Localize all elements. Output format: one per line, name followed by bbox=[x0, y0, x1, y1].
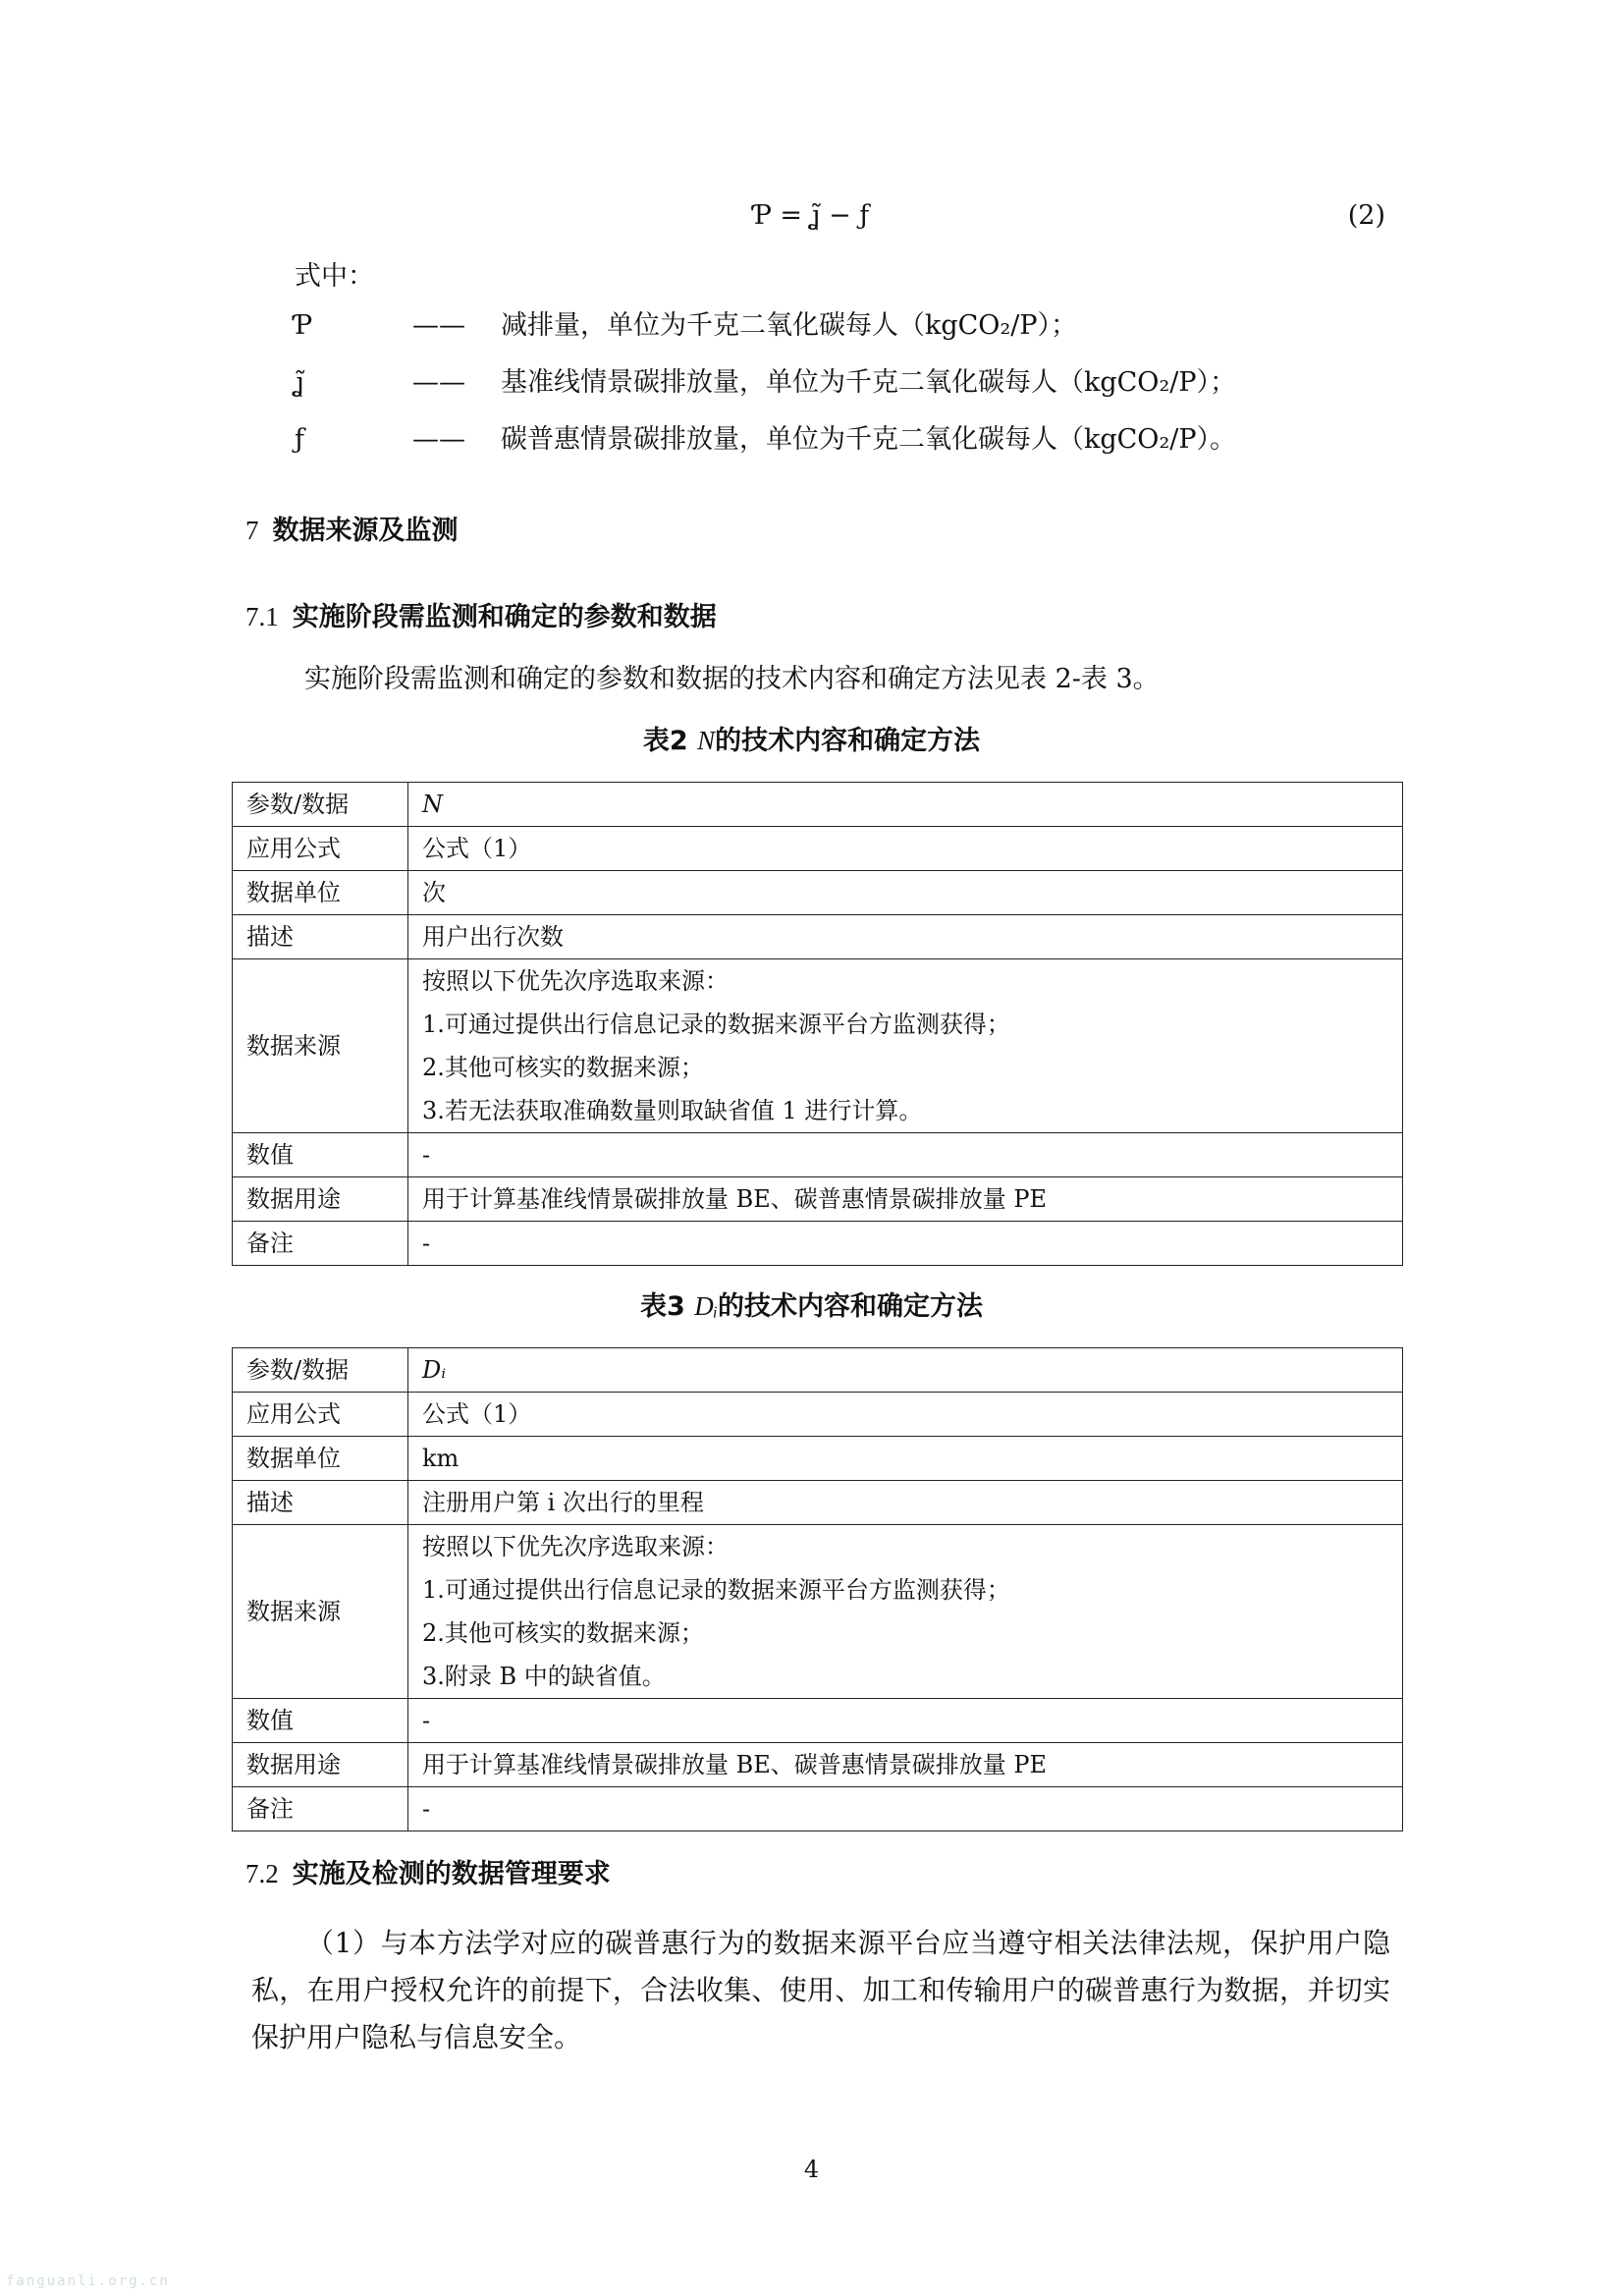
table-row bbox=[233, 915, 1403, 959]
def-text-3: 碳普惠情景碳排放量，单位为千克二氧化碳每人（kgCO₂/P）。 bbox=[501, 424, 1237, 455]
caption-suffix: 的技术内容和确定方法 bbox=[717, 1291, 983, 1322]
param-symbol: Dᵢ bbox=[422, 1356, 447, 1384]
row-key: 数据用途 bbox=[233, 1177, 408, 1222]
table-row bbox=[233, 1699, 1403, 1743]
def-symbol-2: ʝ̃ bbox=[295, 367, 304, 398]
source-line: 1.可通过提供出行信息记录的数据来源平台方监测获得； bbox=[422, 1576, 1010, 1604]
caption-variable: N bbox=[697, 726, 716, 755]
table-row bbox=[233, 1525, 1403, 1699]
table-row bbox=[233, 1481, 1403, 1525]
row-key: 数值 bbox=[233, 1699, 408, 1743]
row-value: - bbox=[408, 1787, 1403, 1831]
table-row bbox=[233, 783, 1403, 827]
caption-suffix: 的技术内容和确定方法 bbox=[715, 726, 981, 756]
def-text-1: 减排量，单位为千克二氧化碳每人（kgCO₂/P）； bbox=[501, 310, 1078, 341]
table-2 bbox=[232, 782, 1403, 1266]
row-value bbox=[408, 1348, 1403, 1393]
section-7-2-paragraph: （1）与本方法学对应的碳普惠行为的数据来源平台应当遵守相关法律法规，保护用户隐私，在用户授权允许的前提下，合法收集、使用、加工和传输用户的碳普惠行为数据，并切实保护用户隐私与信息安全。 bbox=[251, 1927, 1390, 2053]
row-value bbox=[408, 959, 1403, 1133]
row-key: 应用公式 bbox=[233, 827, 408, 871]
row-key: 应用公式 bbox=[233, 1393, 408, 1437]
where-label: 式中： bbox=[295, 261, 374, 292]
caption-prefix: 表2 bbox=[642, 726, 698, 756]
row-key: 数据来源 bbox=[233, 1525, 408, 1699]
def-symbol-1: Ƥ bbox=[295, 310, 313, 341]
row-key: 数值 bbox=[233, 1133, 408, 1177]
row-key: 描述 bbox=[233, 1481, 408, 1525]
def-dash-1: —— bbox=[412, 310, 465, 341]
table-row bbox=[233, 1222, 1403, 1266]
row-key: 参数/数据 bbox=[233, 783, 408, 827]
row-key: 数据单位 bbox=[233, 871, 408, 915]
source-line: 3.附录 B 中的缺省值。 bbox=[422, 1663, 666, 1690]
table-row bbox=[233, 1437, 1403, 1481]
table-row bbox=[233, 1348, 1403, 1393]
table-3-caption bbox=[0, 1286, 1623, 1327]
def-dash-2: —— bbox=[412, 367, 465, 398]
row-value: - bbox=[408, 1133, 1403, 1177]
source-line: 按照以下优先次序选取来源： bbox=[422, 967, 729, 995]
table-row bbox=[233, 1133, 1403, 1177]
def-text-2: 基准线情景碳排放量，单位为千克二氧化碳每人（kgCO₂/P）； bbox=[501, 367, 1237, 398]
row-key: 数据来源 bbox=[233, 959, 408, 1133]
row-value: 用于计算基准线情景碳排放量 BE、碳普惠情景碳排放量 PE bbox=[408, 1177, 1403, 1222]
section-7-2-heading bbox=[245, 1854, 611, 1894]
row-key: 数据用途 bbox=[233, 1743, 408, 1787]
equation-number: (2) bbox=[1347, 200, 1385, 231]
row-value: 次 bbox=[408, 871, 1403, 915]
section-title: 实施及检测的数据管理要求 bbox=[292, 1859, 611, 1889]
section-7-1-heading bbox=[245, 597, 717, 637]
source-line: 2.其他可核实的数据来源； bbox=[422, 1619, 704, 1647]
table-row bbox=[233, 1787, 1403, 1831]
section-number: 7 bbox=[245, 516, 259, 545]
row-key: 参数/数据 bbox=[233, 1348, 408, 1393]
table-2-caption bbox=[0, 721, 1623, 761]
formula-2: Ƥ = ʝ̃ − ƒ bbox=[753, 200, 870, 231]
source-line: 2.其他可核实的数据来源； bbox=[422, 1054, 704, 1081]
caption-prefix: 表3 bbox=[640, 1291, 695, 1322]
row-key: 备注 bbox=[233, 1222, 408, 1266]
def-dash-3: —— bbox=[412, 424, 465, 455]
watermark: fanguanli.org.cn bbox=[6, 2273, 170, 2289]
source-line: 按照以下优先次序选取来源： bbox=[422, 1533, 729, 1560]
row-value: - bbox=[408, 1699, 1403, 1743]
table-row bbox=[233, 871, 1403, 915]
table-row bbox=[233, 1393, 1403, 1437]
section-number: 7.2 bbox=[245, 1859, 279, 1888]
row-key: 备注 bbox=[233, 1787, 408, 1831]
row-value: 注册用户第 i 次出行的里程 bbox=[408, 1481, 1403, 1525]
caption-variable: Dᵢ bbox=[694, 1291, 718, 1321]
row-value bbox=[408, 783, 1403, 827]
row-value: - bbox=[408, 1222, 1403, 1266]
row-value: 公式（1） bbox=[408, 1393, 1403, 1437]
row-value: km bbox=[408, 1437, 1403, 1481]
table-row bbox=[233, 1177, 1403, 1222]
page-number: 4 bbox=[803, 2156, 820, 2183]
section-title: 数据来源及监测 bbox=[272, 516, 459, 546]
source-line: 3.若无法获取准确数量则取缺省值 1 进行计算。 bbox=[422, 1097, 923, 1124]
row-value: 用于计算基准线情景碳排放量 BE、碳普惠情景碳排放量 PE bbox=[408, 1743, 1403, 1787]
table-row bbox=[233, 959, 1403, 1133]
row-value bbox=[408, 1525, 1403, 1699]
section-7-heading bbox=[245, 511, 459, 551]
table-row bbox=[233, 1743, 1403, 1787]
table-row bbox=[233, 827, 1403, 871]
table-3 bbox=[232, 1347, 1403, 1831]
section-7-1-intro: 实施阶段需监测和确定的参数和数据的技术内容和确定方法见表 2-表 3。 bbox=[304, 664, 1160, 694]
row-value: 用户出行次数 bbox=[408, 915, 1403, 959]
section-number: 7.1 bbox=[245, 602, 279, 631]
source-line: 1.可通过提供出行信息记录的数据来源平台方监测获得； bbox=[422, 1011, 1010, 1038]
row-key: 描述 bbox=[233, 915, 408, 959]
param-symbol: N bbox=[422, 791, 443, 818]
def-symbol-3: ƒ bbox=[295, 424, 304, 455]
row-key: 数据单位 bbox=[233, 1437, 408, 1481]
section-title: 实施阶段需监测和确定的参数和数据 bbox=[292, 602, 717, 632]
row-value: 公式（1） bbox=[408, 827, 1403, 871]
